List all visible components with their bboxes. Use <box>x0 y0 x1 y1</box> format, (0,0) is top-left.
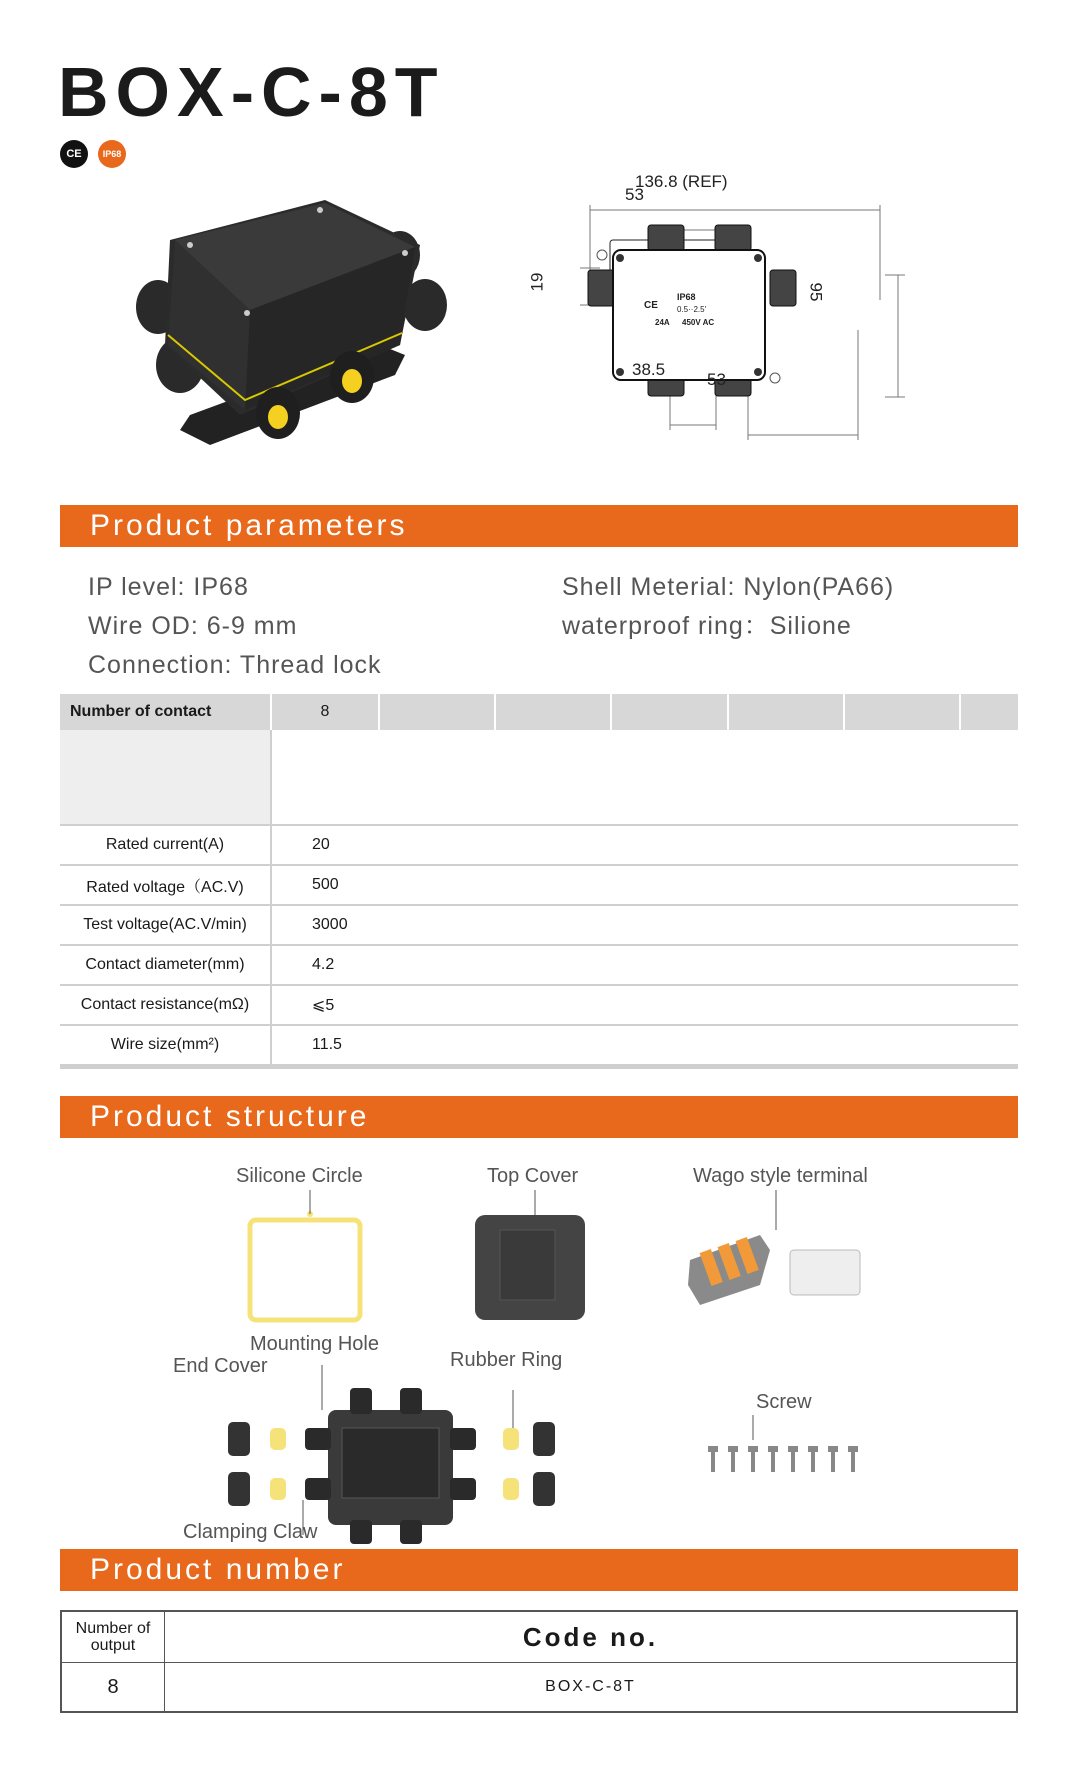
product-title: BOX-C-8T <box>58 53 445 131</box>
label-mounting-hole: Mounting Hole <box>250 1333 379 1355</box>
spec-header-empty-cell <box>728 694 844 730</box>
param-wire-od: Wire OD: 6-9 mm <box>88 612 298 640</box>
param-connection: Connection: Thread lock <box>88 651 382 679</box>
screw-set-part <box>708 1446 858 1472</box>
spec-label: Contact resistance(mΩ) <box>60 985 271 1025</box>
spec-table <box>60 694 1018 1069</box>
param-waterproof-ring: waterproof ring：Silione <box>562 612 852 640</box>
table-row <box>60 985 1018 1025</box>
dimension-top-label: 53 <box>625 185 644 204</box>
dimension-bottom-right-label: 53 <box>707 370 726 389</box>
structure-illustration <box>60 1190 1018 1550</box>
ip68-badge-icon: IP68 <box>98 140 126 168</box>
table-row <box>60 825 1018 865</box>
cover-text-range: 0.5··2.5' <box>677 305 707 314</box>
spec-header-empty-cell <box>844 694 960 730</box>
spec-value: 20 <box>271 825 1018 865</box>
spec-header-empty-cell <box>611 694 727 730</box>
param-shell-material: Shell Meterial: Nylon(PA66) <box>562 573 895 601</box>
junction-box-photo <box>130 195 460 455</box>
spec-value: 4.2 <box>271 945 1018 985</box>
spec-value: 500 <box>271 865 1018 905</box>
label-wago-terminal: Wago style terminal <box>693 1165 868 1187</box>
dimension-drawing <box>527 172 940 440</box>
spec-header-empty-cell <box>960 694 1018 730</box>
spec-value: ⩽5 <box>271 985 1018 1025</box>
spec-label: Test voltage(AC.V/min) <box>60 905 271 945</box>
spec-header-label: Number of contact <box>60 694 271 730</box>
cover-text-current: 24A <box>655 318 670 327</box>
pn-col2-header: Code no. <box>165 1611 1018 1663</box>
product-number-table <box>60 1610 1018 1713</box>
label-clamping-claw: Clamping Claw <box>183 1521 318 1543</box>
table-row <box>60 905 1018 945</box>
dimension-left-label: 19 <box>527 272 547 292</box>
silicone-circle-part <box>250 1220 360 1320</box>
rubber-ring-part <box>270 1428 286 1450</box>
spec-table-blank-row <box>60 730 1018 825</box>
spec-table-header-row <box>60 694 1018 730</box>
label-rubber-ring: Rubber Ring <box>450 1349 563 1371</box>
label-end-cover: End Cover <box>173 1355 268 1377</box>
spec-header-value: 8 <box>271 694 379 730</box>
section-header-parameters: Product parameters <box>60 505 1018 547</box>
spec-header-empty-cell <box>495 694 611 730</box>
table-row <box>60 1025 1018 1067</box>
spec-value: 3000 <box>271 905 1018 945</box>
table-row <box>61 1663 1017 1713</box>
spec-value: 11.5 <box>271 1025 1018 1067</box>
section-header-structure: Product structure <box>60 1096 1018 1138</box>
table-row <box>60 865 1018 905</box>
table-row <box>61 1611 1017 1663</box>
spec-header-empty-cell <box>379 694 495 730</box>
section-header-number: Product number <box>60 1549 1018 1591</box>
cover-text-ip: IP68 <box>677 292 696 302</box>
dimension-right-label: 95 <box>806 282 826 302</box>
cover-text-voltage: 450V AC <box>682 318 715 327</box>
dimension-ref-label: 136.8 (REF) <box>635 172 728 191</box>
ce-mark-icon: CE <box>60 140 88 168</box>
param-ip-level: IP level: IP68 <box>88 573 249 601</box>
spec-label: Contact diameter(mm) <box>60 945 271 985</box>
pn-code-value: BOX-C-8T <box>165 1663 1018 1713</box>
label-silicone-circle: Silicone Circle <box>236 1165 363 1187</box>
terminal-block-part <box>790 1250 860 1295</box>
spec-label: Rated voltage（AC.V) <box>60 865 271 905</box>
svg-text:CE: CE <box>644 300 658 311</box>
table-row <box>60 945 1018 985</box>
dimension-bottom-left-label: 38.5 <box>632 360 666 379</box>
pn-col1-header: Number of output <box>61 1611 165 1663</box>
label-top-cover: Top Cover <box>487 1165 579 1187</box>
spec-label: Rated current(A) <box>60 825 271 865</box>
label-screw: Screw <box>756 1391 812 1413</box>
end-cover-part <box>228 1422 250 1456</box>
pn-output-value: 8 <box>61 1663 165 1713</box>
spec-label: Wire size(mm²) <box>60 1025 271 1067</box>
